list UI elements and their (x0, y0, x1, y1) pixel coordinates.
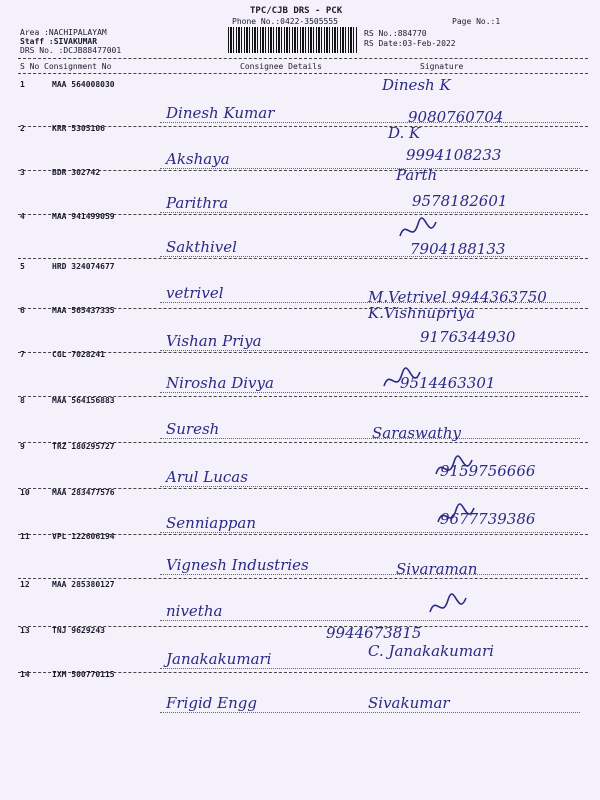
row-sno: 7 (20, 350, 25, 359)
row-sno: 8 (20, 396, 25, 405)
row-consignee-name: Arul Lucas (166, 468, 248, 486)
row-consignee-name: Sakthivel (166, 238, 237, 256)
row-consignment-no: MAA 283477576 (52, 488, 115, 497)
name-line (160, 712, 580, 713)
row-sno: 5 (20, 262, 25, 271)
row-consignment-no: IXM 500770115 (52, 670, 115, 679)
name-line (160, 532, 580, 533)
row-sno: 4 (20, 212, 25, 221)
header-rule-top (18, 58, 588, 59)
row-sno: 13 (20, 626, 30, 635)
name-line (160, 668, 580, 669)
row-signature-phone: C. Janakakumari (368, 642, 494, 660)
area-label: Area :NACHIPALAYAM (20, 28, 107, 37)
signature-scribble (428, 592, 468, 622)
rs-number: RS No.:884770 (364, 29, 427, 38)
row-signature-phone: 9994108233 (406, 146, 502, 164)
row-signature: 9514463301 (400, 374, 496, 392)
name-line (160, 168, 580, 169)
row-consignment-no: TNJ 9629243 (52, 626, 105, 635)
row-signature: D. K (388, 124, 421, 142)
column-header-sno: S No (20, 62, 40, 71)
row-sno: 14 (20, 670, 30, 679)
row-consignment-no: CGL 7028241 (52, 350, 105, 359)
row-signature-phone: 9578182601 (412, 192, 508, 210)
signature-scribble (436, 502, 476, 532)
page-number: Page No.:1 (452, 17, 501, 26)
row-consignment-no: MAA 285380127 (52, 580, 115, 589)
document-title: TPC/CJB DRS - PCK (250, 6, 343, 16)
staff-label: Staff :SIVAKUMAR (20, 37, 98, 46)
row-consignee-name: Nirosha Divya (166, 374, 274, 392)
row-signature: Saraswathy (372, 424, 461, 442)
barcode (228, 27, 358, 53)
row-signature: K.Vishnupriya (368, 304, 476, 322)
row-consignee-name: Akshaya (166, 150, 230, 168)
name-line (160, 350, 580, 351)
row-sno: 1 (20, 80, 25, 89)
row-sno: 2 (20, 124, 25, 133)
row-consignment-no: VPL 122606194 (52, 532, 115, 541)
row-consignment-no: MAA 565437335 (52, 306, 115, 315)
name-line (160, 392, 580, 393)
row-signature: 9159756666 (440, 462, 536, 480)
row-sno: 6 (20, 306, 25, 315)
row-signature-phone: 9176344930 (420, 328, 516, 346)
row-signature: Sivaraman (396, 560, 478, 578)
row-separator (18, 578, 588, 579)
header-rule-bottom (18, 73, 588, 74)
row-consignee-name: vetrivel (166, 284, 224, 302)
name-line (160, 212, 580, 213)
row-consignee-name: Parithra (166, 194, 229, 212)
row-signature: Sivakumar (368, 694, 450, 712)
column-header-consignment: Consignment No (44, 62, 112, 71)
row-signature-phone: 9080760704 (408, 108, 504, 126)
row-consignment-no: TRZ 180295727 (52, 442, 115, 451)
row-consignee-name: Senniappan (166, 514, 257, 532)
row-separator (18, 170, 588, 171)
row-sno: 12 (20, 580, 30, 589)
rs-date: RS Date:03-Feb-2022 (364, 39, 456, 48)
drs-number: DRS No. :DCJB88477001 (20, 46, 122, 55)
row-consignee-name: Frigid Engg (166, 694, 257, 712)
name-line (160, 486, 580, 487)
row-sno: 10 (20, 488, 30, 497)
row-consignee-name: Vishan Priya (166, 332, 262, 350)
signature-scribble (382, 366, 422, 396)
row-signature: 9677739386 (440, 510, 536, 528)
row-separator (18, 258, 588, 259)
row-signature: M.Vetrivel 9944363750 (368, 288, 547, 306)
row-consignment-no: BDR 302742 (52, 168, 101, 177)
row-consignment-no: KRR 5305106 (52, 124, 105, 133)
row-signature: Parth (396, 166, 438, 184)
row-sno: 11 (20, 532, 30, 541)
row-consignee-name: Suresh (166, 420, 220, 438)
row-consignee-name: Janakakumari (166, 650, 272, 668)
signature-scribble (398, 216, 438, 246)
row-consignment-no: MAA 564156883 (52, 396, 115, 405)
row-consignee-name: nivetha (166, 602, 223, 620)
row-consignment-no: HRD 324074677 (52, 262, 115, 271)
row-sno: 9 (20, 442, 25, 451)
row-consignment-no: MAA 941499059 (52, 212, 115, 221)
name-line (160, 122, 580, 123)
column-header-consignee: Consignee Details (240, 62, 322, 71)
column-header-signature: Signature (420, 62, 464, 71)
row-signature: 9944673815 (326, 624, 422, 642)
row-consignment-no: MAA 564008030 (52, 80, 115, 89)
name-line (160, 574, 580, 575)
row-consignee-name: Dinesh Kumar (166, 104, 275, 122)
name-line (160, 256, 580, 257)
row-sno: 3 (20, 168, 25, 177)
name-line (160, 620, 580, 621)
signature-scribble (434, 454, 474, 484)
row-signature: Dinesh K (382, 76, 451, 94)
phone-number: Phone No.:0422-3505555 (232, 17, 338, 26)
row-signature-phone: 7904188133 (410, 240, 506, 258)
name-line (160, 438, 580, 439)
row-consignee-name: Vignesh Industries (166, 556, 309, 574)
